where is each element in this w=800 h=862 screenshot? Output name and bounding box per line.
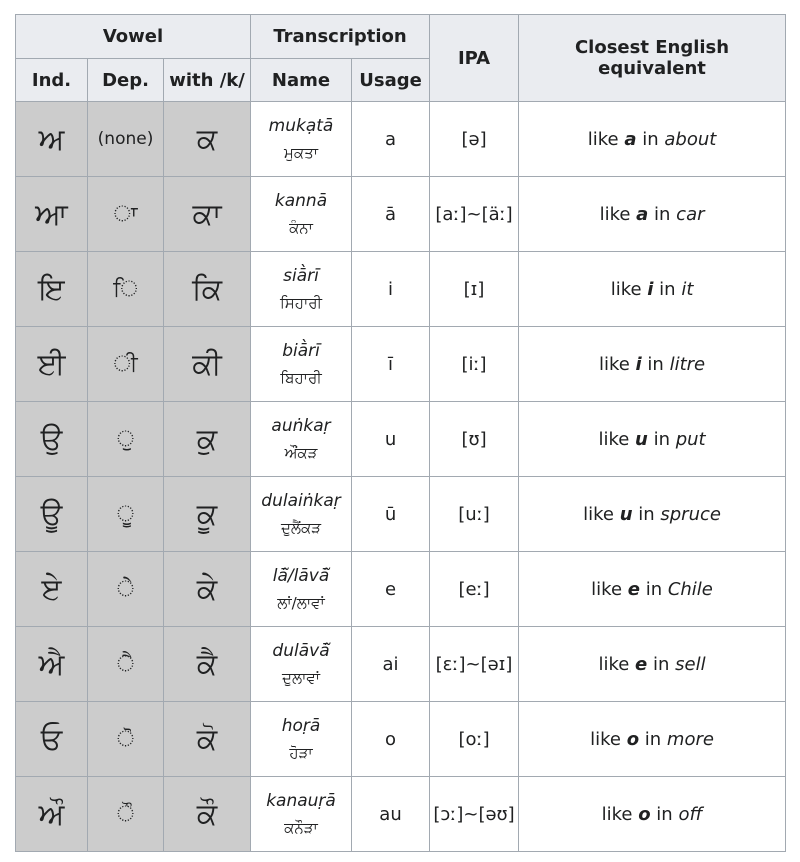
english-example-word: litre (669, 353, 706, 375)
vowel-with-k: ਕੁ (164, 402, 251, 477)
independent-vowel: ਐ (16, 627, 88, 702)
independent-vowel: ਓ (16, 702, 88, 777)
dependent-vowel-sign: ੀ (88, 327, 164, 402)
english-connector: in (632, 503, 661, 525)
independent-vowel: ਔ (16, 777, 88, 852)
english-prefix: like (587, 128, 625, 150)
english-example-word: sell (675, 653, 706, 675)
usage-transcription: a (352, 102, 430, 177)
vowel-with-k: ਕਿ (164, 252, 251, 327)
name-romanized: lā̃/lāvā̃ (272, 566, 330, 587)
english-prefix: like (599, 203, 637, 225)
english-letter: a (636, 203, 649, 225)
table-row (16, 477, 786, 552)
english-prefix: like (590, 728, 627, 750)
header-usage: Usage (352, 59, 430, 102)
table-row (16, 552, 786, 627)
independent-vowel: ਈ (16, 327, 88, 402)
vowel-table-body (16, 102, 786, 852)
table-row (16, 402, 786, 477)
english-letter: u (619, 503, 633, 525)
usage-transcription: i (352, 252, 430, 327)
english-connector: in (647, 428, 676, 450)
dependent-vowel-sign: ੂ (88, 477, 164, 552)
usage-transcription: o (352, 702, 430, 777)
english-equivalent (519, 777, 786, 852)
english-example-word: Chile (667, 578, 713, 600)
dependent-vowel-sign: (none) (88, 102, 164, 177)
english-example-word: car (676, 203, 705, 225)
english-equivalent (519, 102, 786, 177)
dependent-vowel-sign: ੁ (88, 402, 164, 477)
english-equivalent (519, 477, 786, 552)
name-gurmukhi: ਲਾਂ/ਲਾਵਾਂ (277, 593, 325, 612)
english-example-word: about (664, 128, 717, 150)
english-connector: in (639, 578, 668, 600)
english-equivalent (519, 552, 786, 627)
vowel-sign-name (251, 777, 352, 852)
vowel-with-k: ਕਾ (164, 177, 251, 252)
english-connector: in (647, 653, 676, 675)
english-prefix: like (598, 653, 636, 675)
name-gurmukhi: ਦੁਲੈਂਕੜ (280, 518, 322, 537)
usage-transcription: au (352, 777, 430, 852)
name-romanized: kannā (274, 191, 328, 212)
english-letter: u (635, 428, 648, 450)
english-equivalent (519, 252, 786, 327)
english-prefix: like (598, 428, 636, 450)
ipa-value: [iː] (430, 327, 519, 402)
vowel-sign-name (251, 627, 352, 702)
header-dependent: Dep. (88, 59, 164, 102)
dependent-vowel-sign: ੇ (88, 552, 164, 627)
name-gurmukhi: ਹੋੜਾ (289, 743, 313, 762)
english-prefix: like (583, 503, 620, 525)
vowel-with-k: ਕੂ (164, 477, 251, 552)
english-letter: i (647, 278, 654, 300)
header-ipa: IPA (430, 15, 519, 102)
english-prefix: like (591, 578, 628, 600)
table-row (16, 252, 786, 327)
name-romanized: dulāvā̃ (272, 641, 330, 662)
name-gurmukhi: ਮੁਕਤਾ (284, 143, 319, 162)
name-gurmukhi: ਕੰਨਾ (289, 218, 313, 237)
table-row (16, 102, 786, 177)
english-prefix: like (610, 278, 648, 300)
header-name: Name (251, 59, 352, 102)
english-example-word: off (678, 803, 703, 825)
vowel-sign-name (251, 252, 352, 327)
header-with-k: with /k/ (164, 59, 251, 102)
name-gurmukhi: ਔਂਕੜ (284, 443, 318, 462)
ipa-value: [ʊ] (430, 402, 519, 477)
english-example-word: it (681, 278, 694, 300)
english-equivalent (519, 327, 786, 402)
english-connector: in (650, 803, 679, 825)
name-romanized: kanauṛā (266, 791, 336, 812)
usage-transcription: e (352, 552, 430, 627)
vowel-with-k: ਕ (164, 102, 251, 177)
table-row (16, 702, 786, 777)
english-letter: o (638, 803, 651, 825)
independent-vowel: ਅ (16, 102, 88, 177)
usage-transcription: u (352, 402, 430, 477)
header-transcription: Transcription (251, 15, 430, 59)
dependent-vowel-sign: ੌ (88, 777, 164, 852)
english-equivalent (519, 702, 786, 777)
dependent-vowel-sign: ਿ (88, 252, 164, 327)
english-letter: o (626, 728, 640, 750)
english-example-word: put (675, 428, 706, 450)
name-romanized: biā̀rī (282, 341, 320, 362)
name-gurmukhi: ਦੁਲਾਵਾਂ (282, 668, 321, 687)
independent-vowel: ਆ (16, 177, 88, 252)
vowel-sign-name (251, 402, 352, 477)
dependent-vowel-sign: ਾ (88, 177, 164, 252)
name-romanized: dulaiṅkaṛ (261, 491, 341, 512)
name-gurmukhi: ਸਿਹਾਰੀ (279, 293, 323, 312)
english-equivalent (519, 177, 786, 252)
header-independent: Ind. (16, 59, 88, 102)
vowel-with-k: ਕੌ (164, 777, 251, 852)
name-romanized: hoṛā (281, 716, 321, 737)
usage-transcription: ī (352, 327, 430, 402)
table-row (16, 327, 786, 402)
vowel-with-k: ਕੇ (164, 552, 251, 627)
vowel-with-k: ਕੈ (164, 627, 251, 702)
table-row (16, 177, 786, 252)
usage-transcription: ā (352, 177, 430, 252)
vowel-with-k: ਕੀ (164, 327, 251, 402)
usage-transcription: ū (352, 477, 430, 552)
english-connector: in (648, 203, 677, 225)
ipa-value: [eː] (430, 552, 519, 627)
dependent-vowel-sign: ੋ (88, 702, 164, 777)
name-gurmukhi: ਬਿਹਾਰੀ (280, 368, 322, 387)
name-romanized: auṅkaṛ (271, 416, 331, 437)
english-equivalent (519, 627, 786, 702)
dependent-vowel-sign: ੈ (88, 627, 164, 702)
independent-vowel: ਇ (16, 252, 88, 327)
header-english-equivalent: Closest English equivalent (519, 15, 786, 102)
ipa-value: [ɪ] (430, 252, 519, 327)
table-row (16, 627, 786, 702)
vowel-sign-name (251, 327, 352, 402)
vowel-with-k: ਕੋ (164, 702, 251, 777)
ipa-value: [ɛː]~[əɪ] (430, 627, 519, 702)
english-letter: e (627, 578, 640, 600)
ipa-value: [uː] (430, 477, 519, 552)
english-example-word: spruce (660, 503, 721, 525)
english-example-word: more (666, 728, 714, 750)
english-letter: i (635, 353, 642, 375)
independent-vowel: ਏ (16, 552, 88, 627)
vowel-sign-name (251, 177, 352, 252)
independent-vowel: ਉ (16, 402, 88, 477)
name-romanized: mukạtā (268, 116, 334, 137)
ipa-value: [oː] (430, 702, 519, 777)
name-gurmukhi: ਕਨੌੜਾ (284, 818, 318, 837)
english-equivalent (519, 402, 786, 477)
ipa-value: [ə] (430, 102, 519, 177)
english-connector: in (653, 278, 682, 300)
ipa-value: [ɔː]~[əʊ] (430, 777, 519, 852)
vowel-sign-name (251, 102, 352, 177)
english-letter: e (635, 653, 648, 675)
english-connector: in (639, 728, 667, 750)
table-row (16, 777, 786, 852)
english-prefix: like (601, 803, 639, 825)
english-letter: a (624, 128, 637, 150)
vowel-sign-name (251, 702, 352, 777)
vowel-sign-name (251, 552, 352, 627)
ipa-value: [aː]~[äː] (430, 177, 519, 252)
vowel-table (15, 14, 786, 852)
vowel-sign-name (251, 477, 352, 552)
independent-vowel: ਊ (16, 477, 88, 552)
english-connector: in (636, 128, 665, 150)
header-vowel: Vowel (16, 15, 251, 59)
english-connector: in (641, 353, 670, 375)
name-romanized: siā̀rī (283, 266, 319, 287)
english-prefix: like (598, 353, 636, 375)
usage-transcription: ai (352, 627, 430, 702)
